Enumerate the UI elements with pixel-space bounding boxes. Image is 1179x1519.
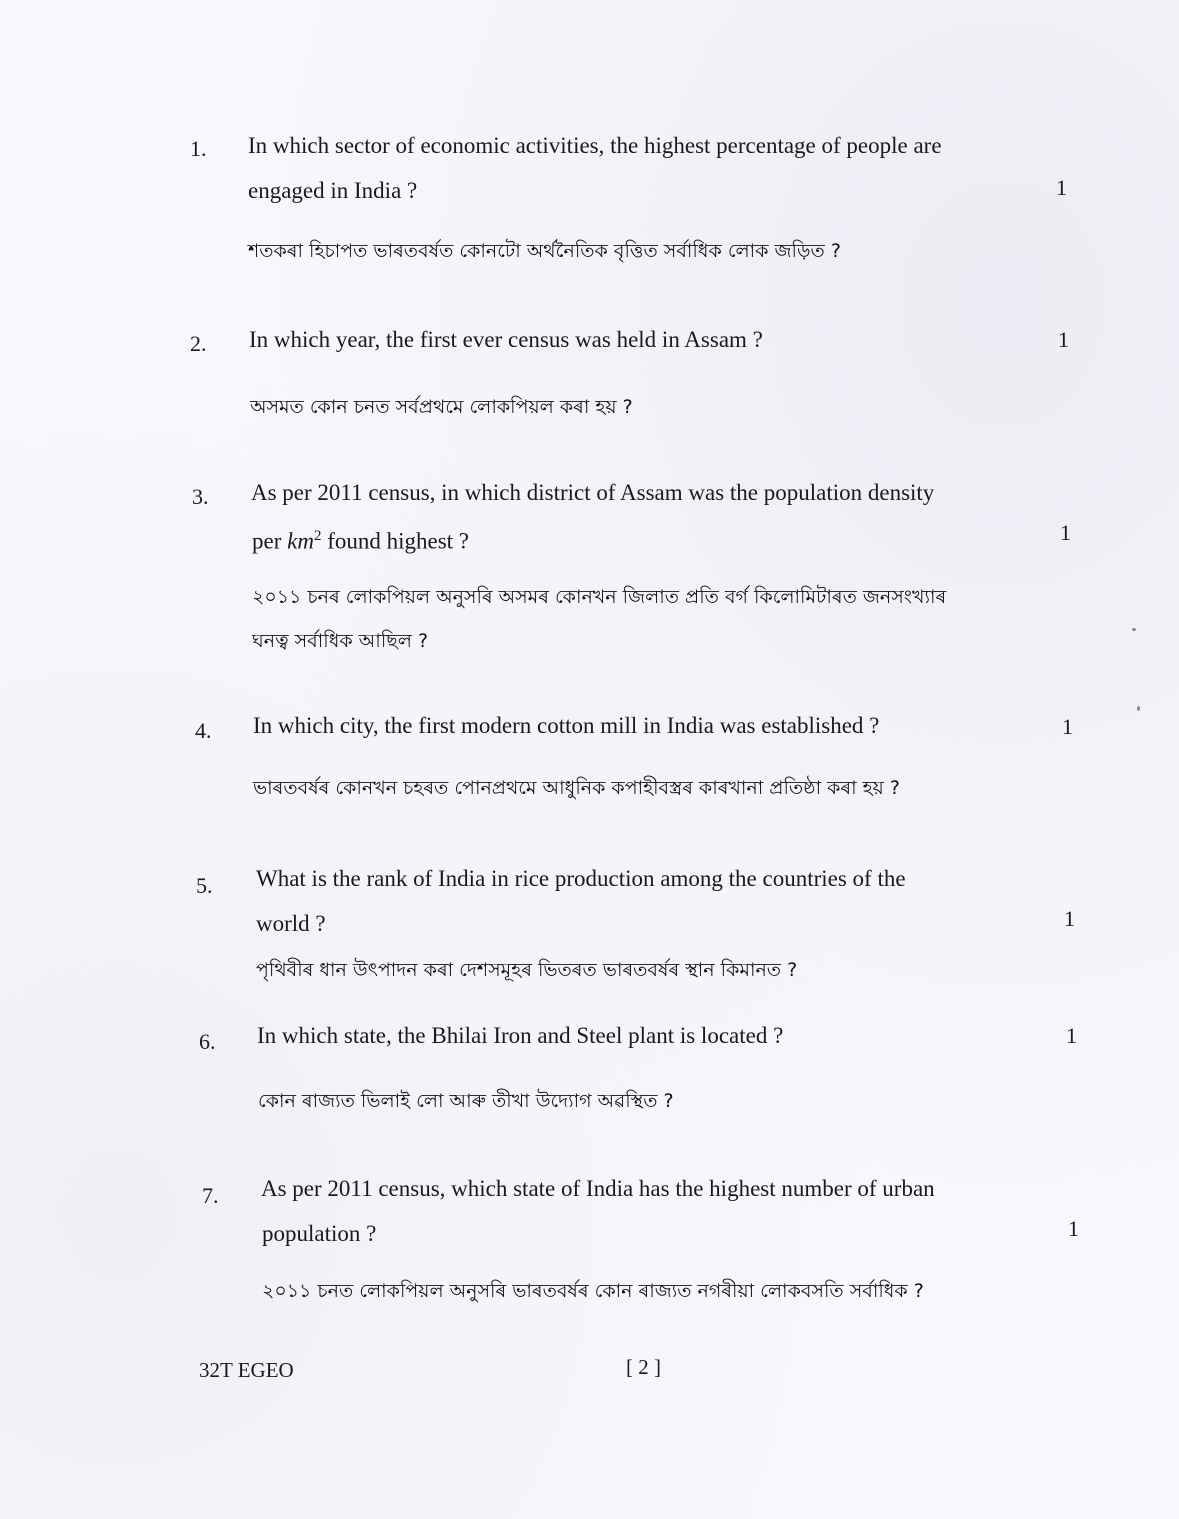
question-text-as: ২০১১ চনত লোকপিয়ল অনুসৰি ভাৰতবৰ্ষৰ কোন ৰাজ্যত নগৰীয়া লোকবসতি সৰ্বাধিক ? [262, 1280, 924, 1302]
question-number: 2. [190, 331, 207, 356]
question-text-en: What is the rank of India in rice production among the countries of the [256, 866, 906, 891]
question-text-en: As per 2011 census, which state of India has the highest number of urban [261, 1176, 935, 1201]
question-text-en: In which sector of economic activities, the highest percentage of people are [248, 133, 942, 158]
question-text-as: কোন ৰাজ্যত ভিলাই লো আৰু তীখা উদ্যোগ অৱস্থিত ? [258, 1090, 674, 1112]
question-text-as: শতকৰা হিচাপত ভাৰতবৰ্ষত কোনটো অৰ্থনৈতিক বৃত্তিত সৰ্বাধিক লোক জড়িত ? [248, 240, 841, 262]
unit-exponent: 2 [313, 528, 322, 544]
question-number: 4. [195, 718, 212, 743]
question-text-as: পৃথিবীৰ ধান উৎপাদন কৰা দেশসমূহৰ ভিতৰত ভাৰতবৰ্ষৰ স্থান কিমানত ? [256, 959, 798, 981]
marks: 1 [1058, 327, 1069, 352]
question-text-as: ভাৰতবৰ্ষৰ কোনখন চহৰত পোনপ্ৰথমে আধুনিক কপাহীবস্ত্ৰৰ কাৰখানা প্ৰতিষ্ঠা কৰা হয় ? [253, 777, 900, 799]
question-text-en: In which year, the first ever census was held in Assam ? [249, 327, 763, 352]
unit-km: km [287, 528, 314, 554]
paper-code: 32T EGEO [199, 1358, 294, 1382]
text-pre: per [252, 528, 288, 554]
question-number: 6. [199, 1029, 216, 1054]
question-text-en: In which city, the first modern cotton mill in India was established ? [253, 713, 880, 738]
question-text-en-cont: engaged in India ? [248, 178, 418, 203]
question-text-en: In which state, the Bhilai Iron and Steel plant is located ? [257, 1023, 784, 1048]
question-number: 1. [190, 136, 207, 161]
question-text-en-cont: population ? [262, 1221, 377, 1246]
question-number: 3. [192, 484, 209, 509]
marks: 1 [1062, 714, 1073, 739]
question-number: 7. [202, 1183, 219, 1208]
marks: 1 [1066, 1023, 1077, 1048]
question-text-as: ২০১১ চনৰ লোকপিয়ল অনুসৰি অসমৰ কোনখন জিলাত প্ৰতি বৰ্গ কিলোমিটাৰত জনসংখ্যাৰ [252, 586, 947, 608]
question-number: 5. [196, 873, 213, 898]
marks: 1 [1056, 175, 1067, 200]
page-number: [ 2 ] [626, 1355, 661, 1379]
question-text-en-cont [252, 514, 469, 564]
marks: 1 [1064, 906, 1075, 931]
scan-speck [1132, 628, 1136, 631]
question-text-as-cont: ঘনত্ব সৰ্বাধিক আছিল ? [252, 630, 429, 652]
marks: 1 [1060, 520, 1071, 545]
question-text-en: As per 2011 census, in which district of Assam was the population density [251, 480, 935, 505]
question-text-as: অসমত কোন চনত সৰ্বপ্ৰথমে লোকপিয়ল কৰা হয় ? [250, 396, 633, 418]
text-post: found highest ? [321, 528, 470, 554]
marks: 1 [1068, 1216, 1079, 1241]
scan-speck [1137, 706, 1140, 711]
question-text-en-cont: world ? [256, 911, 326, 936]
